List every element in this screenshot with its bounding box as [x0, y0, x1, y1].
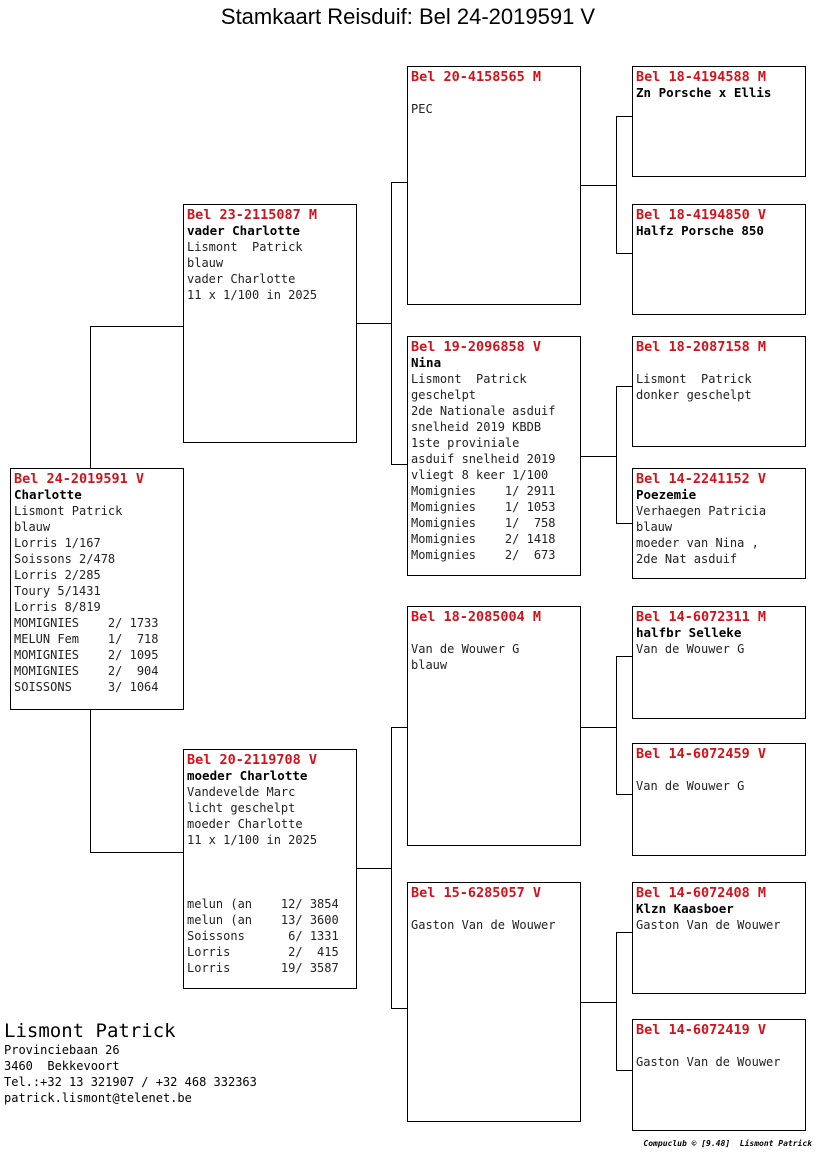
ring-number: Bel 14-6072311 M: [636, 609, 767, 625]
connector-line: [616, 656, 617, 794]
pigeon-detail-line: blauw: [411, 658, 448, 672]
connector-line: [357, 323, 391, 324]
pigeon-detail-line: PEC: [411, 102, 433, 116]
pigeon-detail-line: Momignies 1/ 2911: [411, 484, 556, 498]
pigeon-detail-line: Lorris 2/ 415: [187, 945, 339, 959]
pigeon-detail-line: Gaston Van de Wouwer: [636, 1055, 781, 1069]
pigeon-name: Zn Porsche x Ellis: [636, 85, 772, 100]
pigeon-name: moeder Charlotte: [187, 768, 308, 783]
pigeon-detail-line: Soissons 6/ 1331: [187, 929, 339, 943]
pigeon-detail-line: Lorris 1/167: [14, 536, 101, 550]
pigeon-card-maternal-grandmother: [407, 882, 581, 1122]
connector-line: [616, 523, 632, 524]
pigeon-card-mmf: [632, 882, 806, 994]
owner-block: [4, 1020, 257, 1106]
pigeon-detail-line: geschelpt: [411, 388, 477, 402]
pigeon-name: [636, 762, 802, 778]
ring-number: Bel 14-6072459 V: [636, 746, 767, 762]
pigeon-card-father: [183, 204, 357, 443]
connector-line: [90, 326, 183, 327]
connector-line: [616, 1070, 632, 1071]
connector-line: [391, 1008, 407, 1009]
pigeon-detail-line: MOMIGNIES 2/ 1733: [14, 616, 159, 630]
ring-number: Bel 19-2096858 V: [411, 339, 542, 355]
connector-line: [391, 464, 407, 465]
pigeon-detail-line: licht geschelpt: [187, 801, 296, 815]
connector-line: [90, 326, 91, 468]
owner-name: Lismont Patrick: [4, 1020, 176, 1042]
connector-line: [581, 185, 616, 186]
owner-phone: Tel.:+32 13 321907 / +32 468 332363: [4, 1075, 257, 1089]
connector-line: [616, 656, 632, 657]
pigeon-detail-line: [187, 848, 353, 864]
pigeon-detail-line: Momignies 2/ 673: [411, 548, 556, 562]
pigeon-detail-line: MOMIGNIES 2/ 904: [14, 664, 159, 678]
ring-number: Bel 14-6072419 V: [636, 1022, 767, 1038]
connector-line: [391, 182, 392, 464]
connector-line: [616, 386, 632, 387]
pigeon-detail-line: Lismont Patrick: [636, 372, 752, 386]
pigeon-detail-line: 11 x 1/100 in 2025: [187, 288, 318, 302]
pigeon-detail-line: Vandevelde Marc: [187, 785, 296, 799]
pigeon-detail-line: [187, 864, 353, 880]
pigeon-detail-line: Gaston Van de Wouwer: [411, 918, 556, 932]
pigeon-detail-line: vliegt 8 keer 1/100: [411, 468, 549, 482]
pigeon-detail-line: Momignies 1/ 1053: [411, 500, 556, 514]
pigeon-detail-line: blauw: [636, 520, 673, 534]
connector-line: [391, 727, 392, 1008]
pigeon-card-fmm: [632, 468, 806, 579]
pigeon-name: [636, 355, 802, 371]
pigeon-detail-line: Van de Wouwer G: [636, 642, 745, 656]
pigeon-detail-line: melun (an 12/ 3854: [187, 897, 339, 911]
pigeon-detail-line: SOISSONS 3/ 1064: [14, 680, 159, 694]
pigeon-detail-line: 11 x 1/100 in 2025: [187, 833, 318, 847]
connector-line: [357, 868, 391, 869]
pigeon-detail-line: Soissons 2/478: [14, 552, 116, 566]
connector-line: [581, 727, 616, 728]
ring-number: Bel 18-4194588 M: [636, 69, 767, 85]
pigeon-detail-line: [187, 880, 353, 896]
pigeon-detail-line: Lorris 8/819: [14, 600, 101, 614]
ring-number: Bel 14-2241152 V: [636, 471, 767, 487]
ring-number: Bel 15-6285057 V: [411, 885, 542, 901]
connector-line: [581, 1002, 616, 1003]
ring-number: Bel 14-6072408 M: [636, 885, 767, 901]
pigeon-name: Nina: [411, 355, 442, 370]
pigeon-card-paternal-grandfather: [407, 66, 581, 305]
pigeon-detail-line: Lismont Patrick: [14, 504, 123, 518]
pigeon-name: [411, 625, 577, 641]
ring-number: Bel 18-2085004 M: [411, 609, 542, 625]
pigeon-name: Klzn Kaasboer: [636, 901, 734, 916]
pigeon-detail-line: 2de Nationale asduif: [411, 404, 556, 418]
pigeon-detail-line: Lorris 2/285: [14, 568, 101, 582]
pigeon-detail-line: Toury 5/1431: [14, 584, 101, 598]
pigeon-detail-line: snelheid 2019 KBDB: [411, 420, 542, 434]
pigeon-detail-line: Verhaegen Patricia: [636, 504, 767, 518]
pigeon-detail-line: 1ste proviniale: [411, 436, 520, 450]
pigeon-detail-line: Momignies 2/ 1418: [411, 532, 556, 546]
connector-line: [391, 182, 407, 183]
pigeon-card-ffm: [632, 204, 806, 315]
pigeon-card-mff: [632, 606, 806, 719]
pigeon-card-subject: [10, 468, 184, 710]
connector-line: [616, 932, 617, 1070]
pigeon-card-maternal-grandfather: [407, 606, 581, 846]
owner-email: patrick.lismont@telenet.be: [4, 1091, 192, 1105]
pigeon-detail-line: Lismont Patrick: [411, 372, 527, 386]
pigeon-detail-line: Lorris 19/ 3587: [187, 961, 339, 975]
pigeon-detail-line: blauw: [14, 520, 51, 534]
pigeon-name: [411, 85, 577, 101]
pigeon-name: vader Charlotte: [187, 223, 300, 238]
ring-number: Bel 23-2115087 M: [187, 207, 318, 223]
ring-number: Bel 18-4194850 V: [636, 207, 767, 223]
pigeon-detail-line: melun (an 13/ 3600: [187, 913, 339, 927]
pigeon-detail-line: Lismont Patrick: [187, 240, 303, 254]
pigeon-detail-line: blauw: [187, 256, 224, 270]
connector-line: [391, 727, 407, 728]
connector-line: [90, 710, 91, 852]
pigeon-name: [411, 901, 577, 917]
pigeon-card-mmm: [632, 1019, 806, 1131]
pigeon-detail-line: 2de Nat asduif: [636, 552, 738, 566]
ring-number: Bel 20-4158565 M: [411, 69, 542, 85]
ring-number: Bel 20-2119708 V: [187, 752, 318, 768]
connector-line: [616, 116, 632, 117]
software-credit: Compuclub © [9.48] Lismont Patrick: [643, 1139, 812, 1148]
connector-line: [616, 932, 632, 933]
pigeon-name: Poezemie: [636, 487, 697, 502]
pigeon-name: Charlotte: [14, 487, 82, 502]
pigeon-detail-line: asduif snelheid 2019: [411, 452, 556, 466]
connector-line: [581, 456, 616, 457]
owner-city: 3460 Bekkevoort: [4, 1059, 120, 1073]
page-title: Stamkaart Reisduif: Bel 24-2019591 V: [220, 4, 596, 29]
pigeon-detail-line: vader Charlotte: [187, 272, 296, 286]
pigeon-card-mother: [183, 749, 357, 989]
connector-line: [616, 386, 617, 523]
pigeon-card-paternal-grandmother: [407, 336, 581, 576]
connector-line: [616, 253, 632, 254]
ring-number: Bel 18-2087158 M: [636, 339, 767, 355]
pigeon-detail-line: Momignies 1/ 758: [411, 516, 556, 530]
pigeon-detail-line: donker geschelpt: [636, 388, 752, 402]
connector-line: [616, 116, 617, 253]
pigeon-name: Halfz Porsche 850: [636, 223, 764, 238]
pigeon-detail-line: moeder Charlotte: [187, 817, 303, 831]
pigeon-detail-line: Van de Wouwer G: [636, 779, 745, 793]
ring-number: Bel 24-2019591 V: [14, 471, 145, 487]
pigeon-detail-line: MELUN Fem 1/ 718: [14, 632, 159, 646]
pigeon-card-mfm: [632, 743, 806, 856]
pigeon-detail-line: moeder van Nina ,: [636, 536, 759, 550]
pigeon-card-fff: [632, 66, 806, 177]
pigeon-detail-line: Gaston Van de Wouwer: [636, 918, 781, 932]
pigeon-card-fmf: [632, 336, 806, 447]
connector-line: [616, 794, 632, 795]
pigeon-detail-line: MOMIGNIES 2/ 1095: [14, 648, 159, 662]
owner-address: Provinciebaan 26: [4, 1043, 120, 1057]
pigeon-name: halfbr Selleke: [636, 625, 742, 640]
pigeon-detail-line: Van de Wouwer G: [411, 642, 520, 656]
pigeon-name: [636, 1038, 802, 1054]
connector-line: [90, 852, 183, 853]
